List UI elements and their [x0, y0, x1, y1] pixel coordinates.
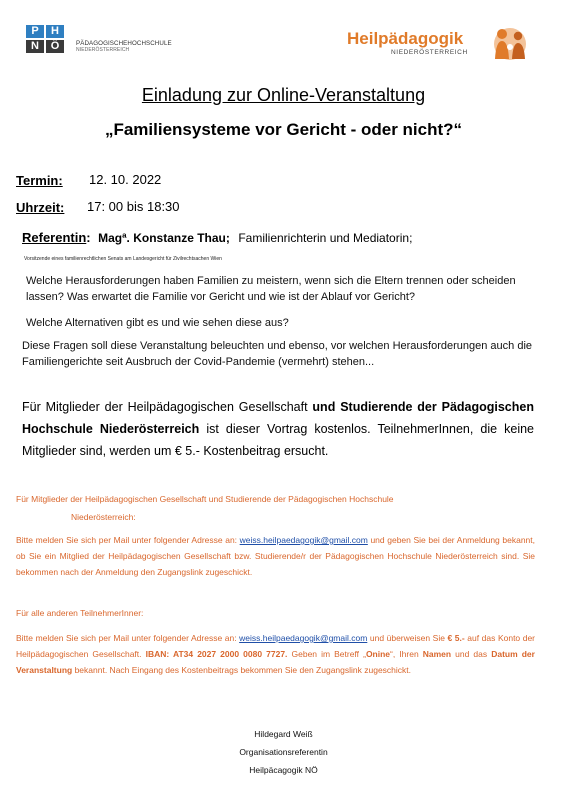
- question-2: Welche Alternativen gibt es und wie sehen diese aus?: [26, 317, 289, 329]
- termin-row: [16, 172, 162, 190]
- ph-logo-cell-h: H: [46, 25, 64, 38]
- referentin-label: Referentin: [22, 230, 87, 245]
- signature-name: Hildegard Weiß: [254, 729, 313, 739]
- members-instructions: [16, 532, 535, 580]
- others-datum: Datum der Veranstaltung: [16, 649, 535, 675]
- fee-notice-part3: ist dieser Vortrag kostenlos. TeilnehmerInnen, die keine Mitglieder sind, werden um € 5.- Kostenbeitrag ersucht.: [22, 422, 535, 458]
- others-text-3: Geben im Betreff „: [287, 649, 366, 659]
- others-text-6: bekannt. Nach Eingang des Kostenbeitrags bekommen Sie den Zugangslink zugeschickt.: [72, 665, 412, 675]
- uhrzeit-label: Uhrzeit:: [16, 200, 65, 215]
- others-email-link[interactable]: weiss.heilpaedagogik@gmail.com: [239, 633, 368, 643]
- members-heading-cont: Niederösterreich:: [71, 512, 136, 522]
- others-iban: IBAN: AT34 2027 2000 0080 7727.: [145, 649, 288, 659]
- referentin-name: Magª. Konstanze Thau;: [98, 231, 230, 245]
- others-text-4: “, Ihren: [390, 649, 423, 659]
- members-text-after: und geben Sie bei der Anmeldung bekannt, ob Sie ein Mitglied der Heilpädagogischen Gesellschaft bzw. Studierende/r der Pädagogischen Hochschule Niederösterreich sind. Sie bekommen nach der Anmeldung den Zugangslink zugeschickt.: [16, 535, 536, 577]
- fee-notice-part1: Für Mitglieder der Heilpädagogischen Gesellschaft: [22, 400, 313, 414]
- ph-logo-cell-n: N: [26, 40, 44, 53]
- others-text-5: und das: [451, 649, 492, 659]
- signature-role: Organisationsreferentin: [239, 747, 328, 757]
- ph-logo-cell-oe: Ö: [46, 40, 64, 53]
- others-betreff-onine: Onine: [365, 649, 391, 659]
- others-namen: Namen: [422, 649, 452, 659]
- referentin-role: Familienrichterin und Mediatorin;: [238, 231, 413, 245]
- ph-logo-cell-p: P: [26, 25, 44, 38]
- termin-value: 12. 10. 2022: [89, 172, 162, 187]
- referentin-affiliation: Vorsitzende eines familienrechtlichen Senats am Landesgericht für Zivilrechtsachen Wien: [24, 256, 222, 262]
- members-text-before: Bitte melden Sie sich per Mail unter folgender Adresse an:: [16, 535, 240, 545]
- question-3: Diese Fragen soll diese Veranstaltung beleuchten und ebenso, vor welchen Herausforderungen auch die Familiengerichte seit Ausbruch der Covid-Pandemie (vermehrt) stehen...: [22, 340, 533, 368]
- ph-logo: [26, 25, 172, 65]
- others-text-1: und überweisen Sie: [367, 633, 448, 643]
- ph-logo-org-line2: NIEDERÖSTERREICH: [76, 47, 130, 53]
- family-figures-icon: [488, 25, 532, 63]
- fee-notice-part2: und Studierende der Pädagogischen Hochschule Niederösterreich: [22, 400, 534, 436]
- heilpaedagogik-logo-subtitle: NIEDERÖSTERREICH: [391, 49, 468, 56]
- others-instructions: [16, 630, 535, 678]
- uhrzeit-row: [16, 199, 180, 217]
- others-amount: € 5.-: [447, 633, 465, 643]
- ph-logo-org-line1: PÄDAGOGISCHEHOCHSCHULE: [76, 40, 172, 47]
- others-heading: Für alle anderen TeilnehmerInner:: [16, 608, 144, 618]
- page-title: Einladung zur Online-Veranstaltung: [141, 85, 426, 105]
- others-text-2: auf das Konto der Heilpädagogischen Gesellschaft.: [16, 633, 536, 659]
- question-1: Welche Herausforderungen haben Familien zu meistern, wenn sich die Eltern trennen oder scheiden lassen? Was erwartet die Familie vor Gericht und wie ist der Ablauf vor Gericht?: [26, 275, 516, 303]
- termin-label: Termin:: [16, 173, 63, 188]
- signature-org: Heilpäcagogik NÖ: [249, 765, 318, 775]
- uhrzeit-value: 17: 00 bis 18:30: [87, 199, 180, 214]
- referentin-colon: :: [86, 230, 91, 245]
- members-email-link[interactable]: weiss.heilpaedagogik@gmail.com: [239, 535, 368, 545]
- fee-notice: [22, 396, 534, 462]
- event-title: „Familiensysteme vor Gericht - oder nicht?“: [104, 120, 463, 139]
- heilpaedagogik-logo: [347, 27, 537, 69]
- heilpaedagogik-logo-name: Heilpädagogik: [347, 29, 464, 48]
- others-text-before: Bitte melden Sie sich per Mail unter folgender Adresse an:: [16, 633, 240, 643]
- referentin-row: [22, 229, 412, 247]
- members-heading: Für Mitglieder der Heilpädagogischen Gesellschaft und Studierende der Pädagogischen Hochschule: [16, 494, 394, 504]
